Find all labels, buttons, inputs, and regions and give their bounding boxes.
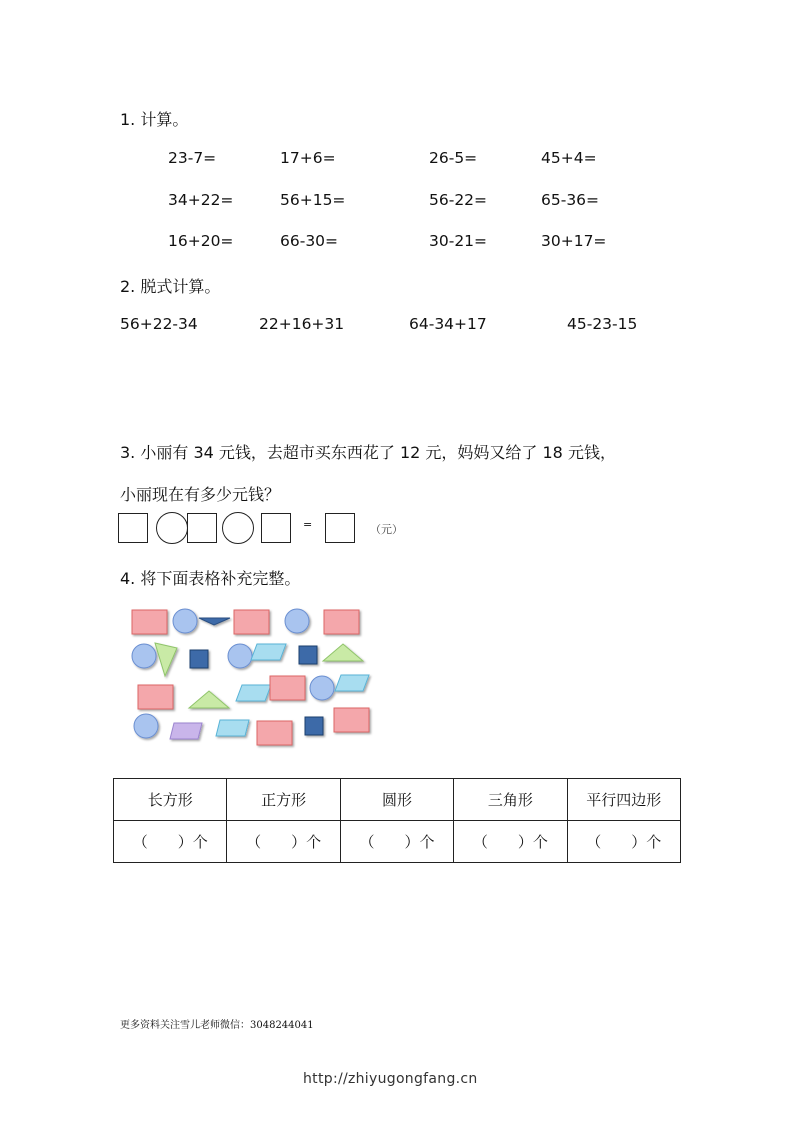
rectangle-shape — [257, 721, 292, 745]
q1-expression: 26-5= — [429, 149, 478, 167]
answer-box-number[interactable] — [261, 513, 291, 543]
rectangle-shape — [324, 610, 359, 634]
answer-box-result[interactable] — [325, 513, 355, 543]
table-answer-cell[interactable]: （ ）个 — [227, 821, 340, 863]
table-header-row — [114, 779, 681, 821]
equals-sign: = — [303, 518, 313, 531]
q2-expression: 45-23-15 — [567, 315, 638, 333]
footer-url[interactable]: http://zhiyugongfang.cn — [303, 1071, 478, 1087]
q1-expression: 30-21= — [429, 232, 488, 250]
answer-circle-operator[interactable] — [156, 512, 188, 544]
shape-count-table — [113, 778, 681, 863]
square-shape — [190, 650, 208, 668]
rectangle-shape — [132, 610, 167, 634]
shapes-figure — [120, 598, 380, 750]
table-answer-cell[interactable]: （ ）个 — [567, 821, 680, 863]
table-answer-cell[interactable]: （ ）个 — [454, 821, 567, 863]
answer-circle-operator[interactable] — [222, 512, 254, 544]
circle-shape — [132, 644, 156, 668]
q4-title: 4. 将下面表格补充完整。 — [120, 569, 301, 588]
q1-expression: 66-30= — [280, 232, 339, 250]
table-header-cell: 正方形 — [227, 779, 340, 821]
triangle-shape — [323, 644, 363, 661]
triangle-shape — [199, 618, 230, 625]
q1-expression: 45+4= — [541, 149, 597, 167]
parallelogram-shape — [236, 685, 271, 701]
q1-expression: 65-36= — [541, 191, 600, 209]
table-answer-cell[interactable]: （ ）个 — [340, 821, 453, 863]
q2-expression: 22+16+31 — [259, 315, 345, 333]
square-shape — [305, 717, 323, 735]
q2-title: 2. 脱式计算。 — [120, 277, 221, 296]
rectangle-shape — [334, 708, 369, 732]
parallelogram-shape — [251, 644, 286, 660]
q1-expression: 30+17= — [541, 232, 607, 250]
circle-shape — [134, 714, 158, 738]
rectangle-shape — [138, 685, 173, 709]
circle-shape — [310, 676, 334, 700]
unit-label: （元） — [370, 523, 403, 536]
q1-expression: 17+6= — [280, 149, 336, 167]
circle-shape — [173, 609, 197, 633]
square-shape — [299, 646, 317, 664]
parallelogram-shape — [170, 723, 202, 739]
q1-expression: 56+15= — [280, 191, 346, 209]
q3-line1: 3. 小丽有 34 元钱，去超市买东西花了 12 元，妈妈又给了 18 元钱， — [120, 443, 616, 462]
q1-expression: 56-22= — [429, 191, 488, 209]
table-header-cell: 圆形 — [340, 779, 453, 821]
q2-expression: 56+22-34 — [120, 315, 198, 333]
circle-shape — [228, 644, 252, 668]
q1-title: 1. 计算。 — [120, 110, 189, 129]
q1-expression: 23-7= — [168, 149, 217, 167]
table-header-cell: 长方形 — [114, 779, 227, 821]
rectangle-shape — [234, 610, 269, 634]
footer-note: 更多资料关注雪儿老师微信：3048244041 — [120, 1020, 314, 1031]
table-answer-cell[interactable]: （ ）个 — [114, 821, 227, 863]
table-answer-row — [114, 821, 681, 863]
q1-expression: 34+22= — [168, 191, 234, 209]
triangle-shape — [189, 691, 229, 708]
answer-box-number[interactable] — [118, 513, 148, 543]
rectangle-shape — [270, 676, 305, 700]
table-header-cell: 平行四边形 — [567, 779, 680, 821]
q3-line2: 小丽现在有多少元钱？ — [120, 485, 281, 504]
circle-shape — [285, 609, 309, 633]
triangle-shape — [155, 643, 177, 676]
q2-expression: 64-34+17 — [409, 315, 487, 333]
parallelogram-shape — [216, 720, 249, 736]
q1-expression: 16+20= — [168, 232, 234, 250]
parallelogram-shape — [335, 675, 369, 691]
table-header-cell: 三角形 — [454, 779, 567, 821]
answer-box-number[interactable] — [187, 513, 217, 543]
